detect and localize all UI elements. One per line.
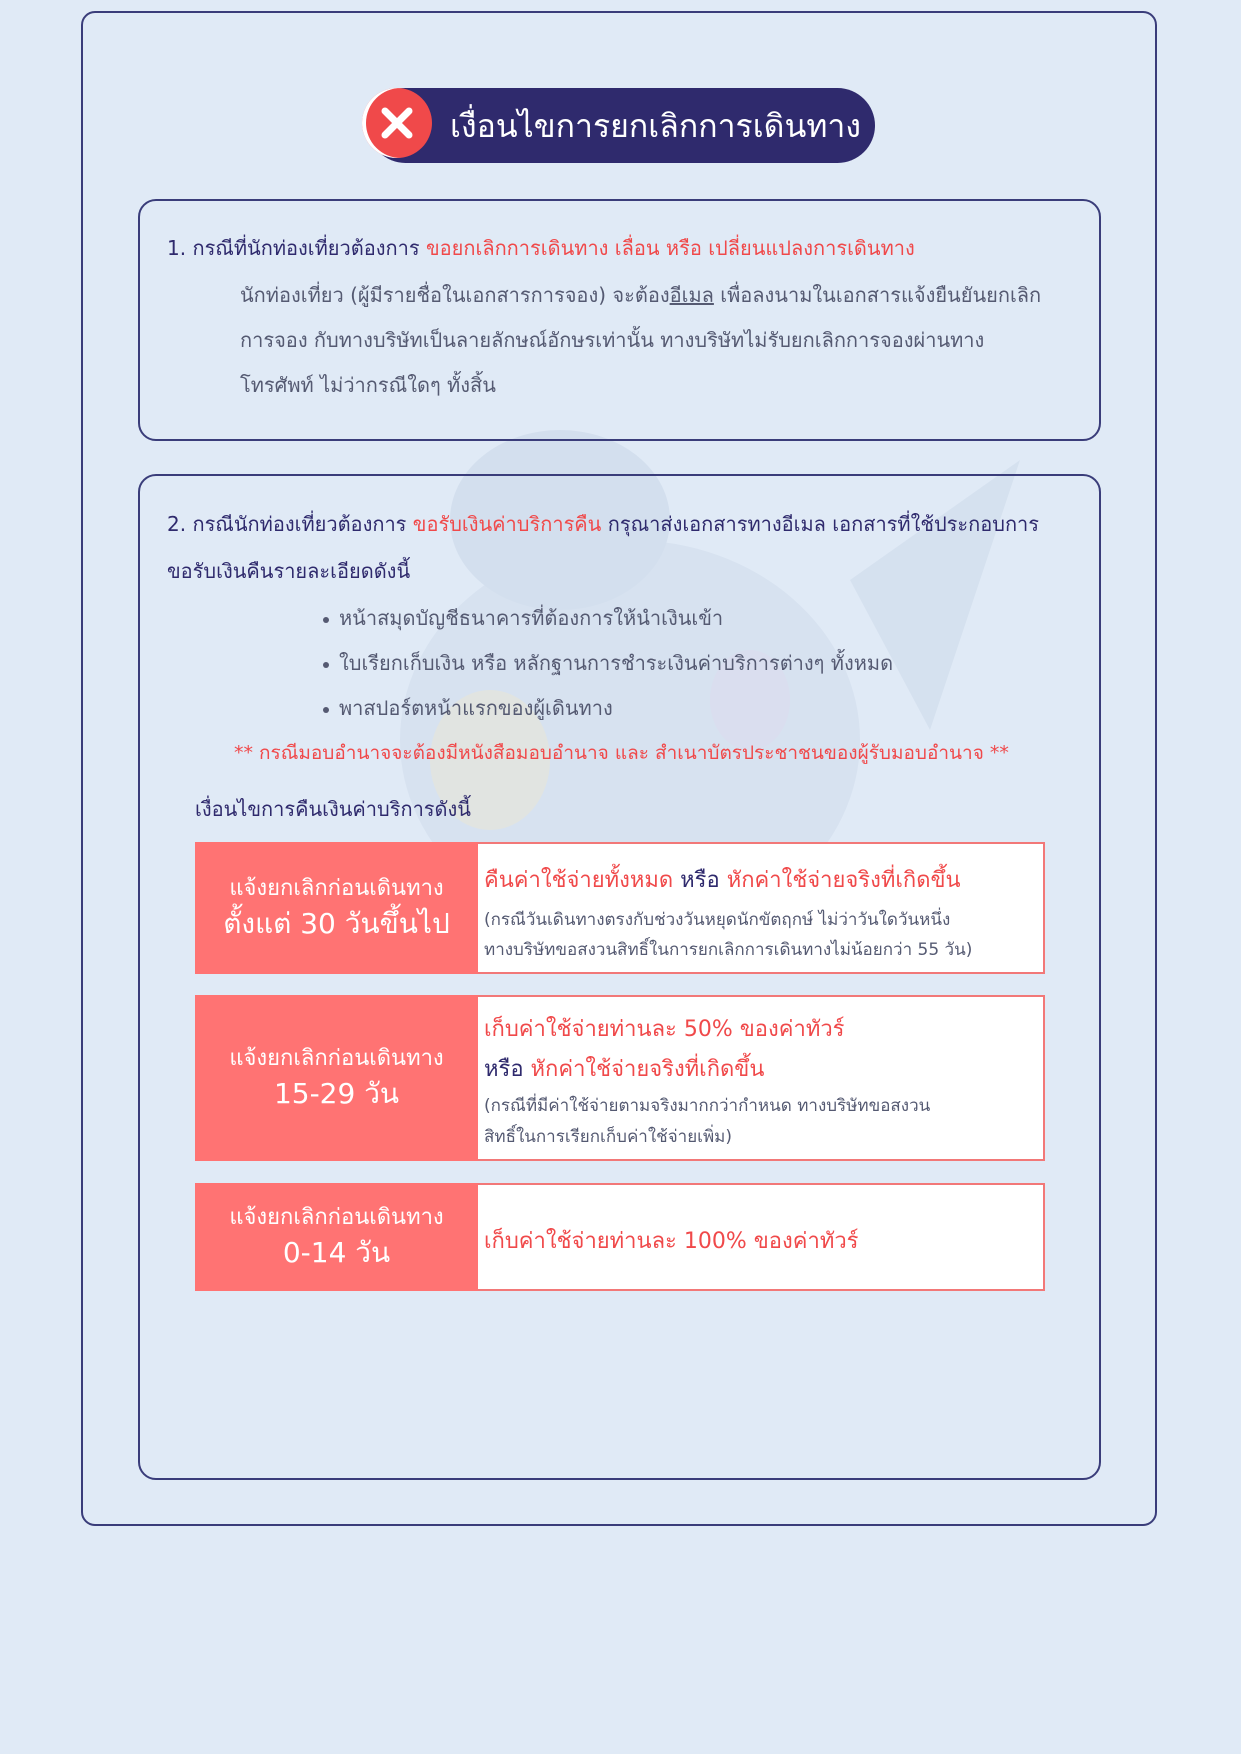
deduct-actual: หักค่าใช้จ่ายจริงที่เกิดขึ้น xyxy=(530,1057,765,1082)
or-text: หรือ xyxy=(484,1057,531,1082)
section-1-highlight: ขอยกเลิกการเดินทาง เลื่อน หรือ เปลี่ยนแปลงการเดินทาง xyxy=(425,236,915,260)
section-1-lead: กรณีที่นักท่องเที่ยวต้องการ xyxy=(192,236,420,260)
row-note-line2: สิทธิ์ในการเรียกเก็บค่าใช้จ่ายเพิ่ม) xyxy=(484,1127,733,1147)
refund-row-15-29-days xyxy=(195,995,1045,1161)
bullet-item xyxy=(323,692,613,724)
proxy-note: ** กรณีมอบอำนาจจะต้องมีหนังสือมอบอำนาจ และ สำเนาบัตรประชาชนของผู้รับมอบอำนาจ ** xyxy=(234,742,1009,764)
bullet-item xyxy=(323,647,893,679)
row-detail xyxy=(484,1185,1033,1289)
section-1-heading xyxy=(167,232,915,264)
row-detail xyxy=(484,997,1033,1159)
section-2-heading xyxy=(167,508,1039,540)
row-period-label: แจ้งยกเลิกก่อนเดินทาง xyxy=(229,876,444,901)
bullet-item xyxy=(323,602,723,634)
section-2-line2: ขอรับเงินคืนรายละเอียดดังนี้ xyxy=(167,559,411,583)
body-text: เพื่อลงนามในเอกสารแจ้งยืนยันยกเลิก xyxy=(713,283,1042,307)
email-word: อีเมล xyxy=(669,283,714,307)
section-2-lead: กรณีนักท่องเที่ยวต้องการ xyxy=(192,512,407,536)
section-1-body-line2: การจอง กับทางบริษัทเป็นลายลักษณ์อักษรเท่านั้น ทางบริษัทไม่รับยกเลิกการจองผ่านทาง xyxy=(240,328,985,352)
section-1-body-line1 xyxy=(240,279,1041,311)
bullet-dot xyxy=(323,617,329,623)
page-title: เงื่อนไขการยกเลิกการเดินทาง xyxy=(450,107,862,145)
row-period-days: ตั้งแต่ 30 วันขึ้นไป xyxy=(223,907,450,940)
refund-all: คืนค่าใช้จ่ายทั้งหมด xyxy=(484,868,674,893)
deduct-actual: หักค่าใช้จ่ายจริงที่เกิดขึ้น xyxy=(726,868,961,893)
section-1-number: 1. xyxy=(167,236,187,260)
section-2-number: 2. xyxy=(167,512,187,536)
bullet-dot xyxy=(323,707,329,713)
row-note-line1: (กรณีที่มีค่าใช้จ่ายตามจริงมากกว่ากำหนด ทางบริษัทขอสงวน xyxy=(484,1096,931,1116)
charge-50-percent: เก็บค่าใช้จ่ายท่านละ 50% ของค่าทัวร์ xyxy=(484,1017,845,1042)
row-period-days: 15-29 วัน xyxy=(273,1077,400,1110)
section-2-highlight: ขอรับเงินค่าบริการคืน xyxy=(412,512,602,536)
row-period xyxy=(195,842,478,974)
row-detail xyxy=(484,844,1033,972)
charge-100-percent: เก็บค่าใช้จ่ายท่านละ 100% ของค่าทัวร์ xyxy=(484,1229,859,1254)
row-note-line2: ทางบริษัทขอสงวนสิทธิ์ในการยกเลิกการเดินทางไม่น้อยกว่า 55 วัน) xyxy=(484,940,973,960)
section-1-body-line3: โทรศัพท์ ไม่ว่ากรณีใดๆ ทั้งสิ้น xyxy=(240,373,496,397)
close-icon xyxy=(379,105,415,141)
row-period-label: แจ้งยกเลิกก่อนเดินทาง xyxy=(229,1205,444,1230)
row-period-days: 0-14 วัน xyxy=(282,1236,391,1269)
refund-row-0-14-days xyxy=(195,1183,1045,1291)
bullet-dot xyxy=(323,662,329,668)
row-period xyxy=(195,995,478,1161)
or-text: หรือ xyxy=(673,868,727,893)
refund-row-30-days xyxy=(195,842,1045,974)
row-detail-or xyxy=(484,1051,764,1086)
body-text: นักท่องเที่ยว (ผู้มีรายชื่อในเอกสารการจอง) จะต้อง xyxy=(240,283,670,307)
row-detail-main xyxy=(484,862,961,897)
bullet-text: หน้าสมุดบัญชีธนาคารที่ต้องการให้นำเงินเข้า xyxy=(339,606,724,630)
row-period xyxy=(195,1183,478,1291)
bullet-text: พาสปอร์ตหน้าแรกของผู้เดินทาง xyxy=(339,696,613,720)
conditions-heading: เงื่อนไขการคืนเงินค่าบริการดังนี้ xyxy=(195,797,471,821)
row-period-label: แจ้งยกเลิกก่อนเดินทาง xyxy=(229,1046,444,1071)
bullet-text: ใบเรียกเก็บเงิน หรือ หลักฐานการชำระเงินค่าบริการต่างๆ ทั้งหมด xyxy=(339,651,894,675)
section-2-tail: กรุณาส่งเอกสารทางอีเมล เอกสารที่ใช้ประกอบการ xyxy=(607,512,1040,536)
row-note-line1: (กรณีวันเดินทางตรงกับช่วงวันหยุดนักขัตฤกษ์ ไม่ว่าวันใดวันหนึ่ง xyxy=(484,910,951,930)
cancel-icon xyxy=(362,88,432,158)
